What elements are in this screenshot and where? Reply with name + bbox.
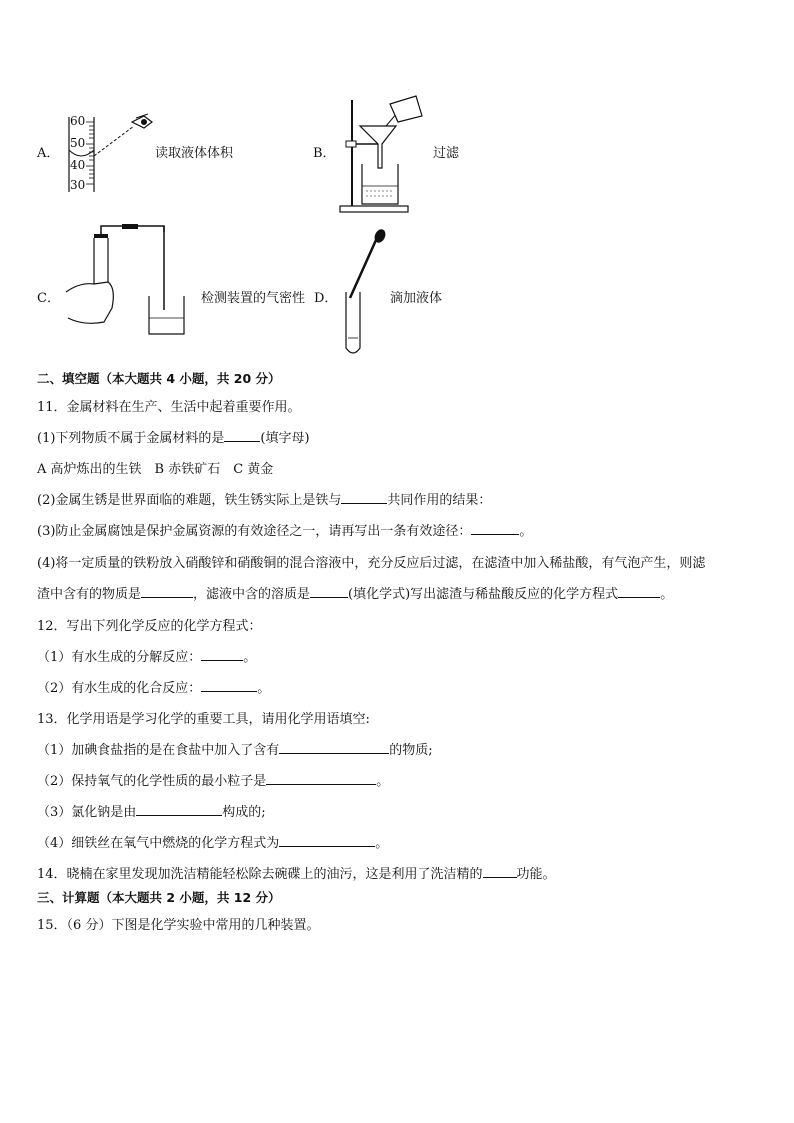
q13-part1-blank[interactable] [279,741,389,754]
scale-tick-50: 50 [70,136,86,150]
q11-part4-tail: 。 [660,587,674,602]
q13-part2-tail: 。 [376,774,390,789]
q12-part2 [37,677,270,696]
q13-part3-tail: 构成的; [222,805,266,820]
option-a-caption: 读取液体体积 [155,146,234,161]
q13-part3 [37,801,266,820]
q13-part4-tail: 。 [375,836,389,851]
q12-part2-tail: 。 [257,681,271,696]
q11-part4-line2 [37,583,673,602]
q14-tail: 功能。 [516,867,556,882]
q14-text: 14．晓楠在家里发现加洗洁精能轻松除去碗碟上的油污，这是利用了洗洁精的 [37,867,483,882]
filtration-figure [338,94,438,214]
q11-part4-line1: (4)将一定质量的铁粉放入硝酸锌和硝酸铜的混合溶液中，充分反应后过滤，在滤渣中加入稀盐酸，有气泡产生，则滤 [37,556,706,571]
q11-part4-mid2: (填化学式)写出滤渣与稀盐酸反应的化学方程式 [348,587,619,602]
option-d-letter: D． [314,291,338,306]
q13-part3-blank[interactable] [136,803,222,816]
q13-part2 [37,770,389,789]
q11-part3-text: (3)防止金属腐蚀是保护金属资源的有效途径之一，请再写出一条有效途径： [37,524,472,539]
q13-part4 [37,832,388,851]
q11-part1 [37,427,310,446]
q13-part1-tail: 的物质; [389,743,433,758]
q11-part1-blank[interactable] [224,429,260,442]
q11-part1-text: (1)下列物质不属于金属材料的是 [37,431,225,446]
q11-part2 [37,489,491,508]
q11-part3 [37,520,532,539]
q12-part2-text: （2）有水生成的化合反应： [37,681,202,696]
q11-choices: A 高炉炼出的生铁 B 赤铁矿石 C 黄金 [37,462,274,477]
option-d-caption: 滴加液体 [390,291,443,306]
scale-tick-60: 60 [70,114,86,128]
option-b-letter: B． [313,146,336,161]
q13-part4-text: （4）细铁丝在氧气中燃烧的化学方程式为 [37,836,280,851]
q13-part1 [37,739,433,758]
q12-part1-tail: 。 [243,650,257,665]
q11-part1-tail: (填字母) [260,431,310,446]
q11-part3-blank[interactable] [471,522,519,535]
q11-part4-text: 渣中含有的物质是 [37,587,142,602]
q13-part3-text: （3）氯化钠是由 [37,805,137,820]
q11-part4-blank2[interactable] [310,585,348,598]
dropper-figure [338,228,398,358]
q14-blank[interactable] [483,865,517,878]
q11-part4-blank3[interactable] [618,585,660,598]
q13-part2-text: （2）保持氧气的化学性质的最小粒子是 [37,774,267,789]
q11-part2-text: (2)金属生锈是世界面临的难题，铁生锈实际上是铁与 [37,493,342,508]
q11-stem: 11．金属材料在生产、生活中起着重要作用。 [37,400,301,415]
q13-part1-text: （1）加碘食盐指的是在食盐中加入了含有 [37,743,280,758]
q11-part3-tail: 。 [519,524,533,539]
option-b-caption: 过滤 [433,146,460,161]
q11-part2-tail: 共同作用的结果： [387,493,492,508]
q15-stem: 15．（6 分）下图是化学实验中常用的几种装置。 [37,918,320,933]
option-c-letter: C． [37,291,60,306]
option-a-letter: A． [37,146,60,161]
q12-part1 [37,646,256,665]
q13-part4-blank[interactable] [279,834,375,847]
q14 [37,863,556,882]
q13-stem: 13．化学用语是学习化学的重要工具，请用化学用语填空: [37,712,370,727]
scale-tick-30: 30 [70,178,86,192]
q12-part2-blank[interactable] [201,679,257,692]
q11-part4-mid1: ，滤液中含的溶质是 [193,587,311,602]
q11-part2-blank[interactable] [341,491,387,504]
q13-part2-blank[interactable] [266,772,376,785]
q12-part1-text: （1）有水生成的分解反应： [37,650,202,665]
airtightness-check-figure [64,222,199,312]
scale-tick-40: 40 [70,158,86,172]
q11-part4-blank1[interactable] [141,585,193,598]
q12-part1-blank[interactable] [201,648,243,661]
option-c-caption: 检测装置的气密性 [201,291,306,306]
q12-stem: 12．写出下列化学反应的化学方程式： [37,619,262,634]
section-3-title: 三、计算题（本大题共 2 小题，共 12 分） [37,890,281,905]
section-2-title: 二、填空题（本大题共 4 小题，共 20 分） [37,371,281,386]
